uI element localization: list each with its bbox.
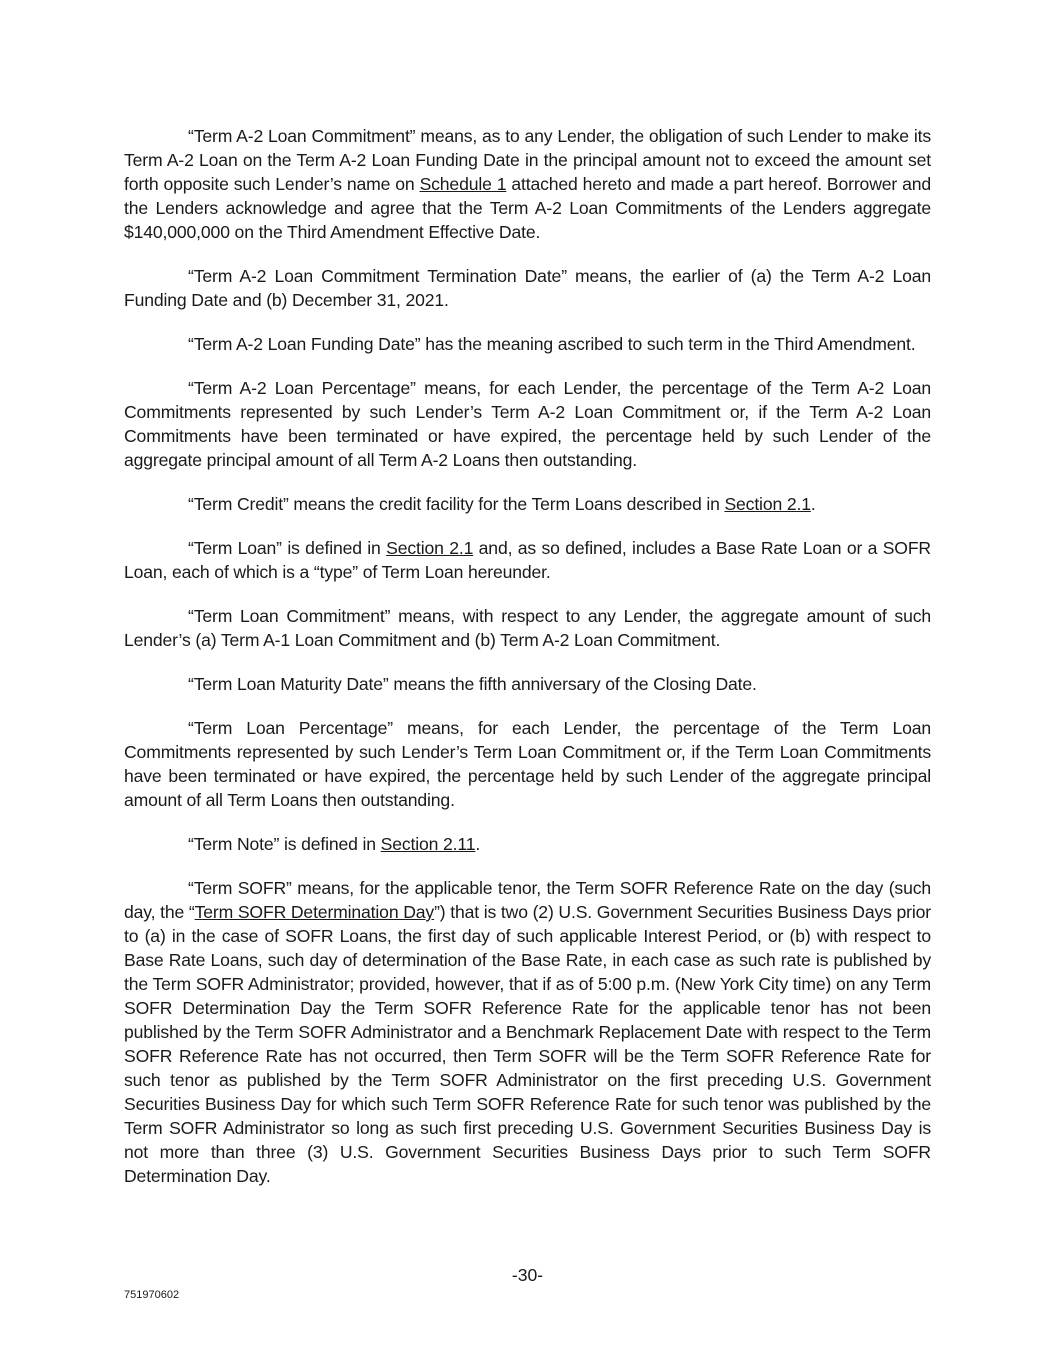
definition-term-loan-commitment: “Term Loan Commitment” means, with respect to any Lender, the aggregate amount of such Lender’s (a) Term A-1 Loan Commitment and (b) Term A-2 Loan Commitment. — [124, 606, 931, 650]
term-sofr-determination-day-reference: Term SOFR Determination Day — [194, 902, 435, 922]
definition-term-loan: “Term Loan” is defined in Section 2.1 and, as so defined, includes a Base Rate Loan or a SOFR Loan, each of which is a “type” of Term Loan hereunder. — [124, 538, 931, 582]
definition-term-note: “Term Note” is defined in Section 2.11. — [188, 834, 481, 854]
definition-term-loan-percentage: “Term Loan Percentage” means, for each Lender, the percentage of the Term Loan Commitments represented by such Lender’s Term Loan Commitment or, if the Term Loan Commitments have been terminated or have expired, the percentage held by such Lender of the aggregate principal amount of all Term Loans then outstanding. — [124, 718, 931, 810]
definition-term-sofr: “Term SOFR” means, for the applicable tenor, the Term SOFR Reference Rate on the day (such day, the “Term SOFR Determination Day”) that is two (2) U.S. Government Securities Business Days prior to (a) in the case of SOFR Loans, the first day of such applicable Interest Period, or (b) with respect to Base Rate Loans, such day of determination of the Base Rate, in each case as such rate is published by the Term SOFR Administrator; provided, however, that if as of 5:00 p.m. (New York City time) on any Term SOFR Determination Day the Term SOFR Reference Rate for the applicable tenor has not been published by the Term SOFR Administrator and a Benchmark Replacement Date with respect to the Term SOFR Reference Rate has not occurred, then Term SOFR will be the Term SOFR Reference Rate for such tenor as published by the Term SOFR Administrator on the first preceding U.S. Government Securities Business Day for which such Term SOFR Reference Rate for such tenor was published by the Term SOFR Administrator so long as such first preceding U.S. Government Securities Business Day is not more than three (3) U.S. Government Securities Business Days prior to such Term SOFR Determination Day. — [124, 878, 931, 1186]
section-2-11-reference: Section 2.11 — [380, 834, 476, 854]
definition-term-loan-maturity-date: “Term Loan Maturity Date” means the fifth anniversary of the Closing Date. — [188, 674, 757, 694]
section-2-1-reference: Section 2.1 — [724, 494, 811, 514]
document-id: 751970602 — [124, 1289, 180, 1301]
schedule-1-reference: Schedule 1 — [419, 174, 507, 194]
definition-term-a2-loan-commitment-termination-date: “Term A-2 Loan Commitment Termination Date” means, the earlier of (a) the Term A-2 Loan Funding Date and (b) December 31, 2021. — [124, 266, 931, 310]
definition-term-a2-loan-commitment: “Term A-2 Loan Commitment” means, as to any Lender, the obligation of such Lender to make its Term A-2 Loan on the Term A-2 Loan Funding Date in the principal amount not to exceed the amount set forth opposite such Lender’s name on Schedule 1 attached hereto and made a part hereof. Borrower and the Lenders acknowledge and agree that the Term A-2 Loan Commitments of the Lenders aggregate $140,000,000 on the Third Amendment Effective Date. — [124, 126, 931, 242]
document-body — [124, 124, 931, 1208]
definition-term-credit: “Term Credit” means the credit facility for the Term Loans described in Section 2.1. — [188, 494, 816, 514]
definition-term-a2-loan-percentage: “Term A-2 Loan Percentage” means, for each Lender, the percentage of the Term A-2 Loan Commitments represented by such Lender’s Term A-2 Loan Commitment or, if the Term A-2 Loan Commitments have been terminated or have expired, the percentage held by such Lender of the aggregate principal amount of all Term A-2 Loans then outstanding. — [124, 378, 931, 470]
page-number: -30- — [511, 1265, 544, 1285]
section-2-1-reference: Section 2.1 — [386, 538, 474, 558]
definition-term-a2-loan-funding-date: “Term A-2 Loan Funding Date” has the meaning ascribed to such term in the Third Amendment. — [188, 334, 916, 354]
